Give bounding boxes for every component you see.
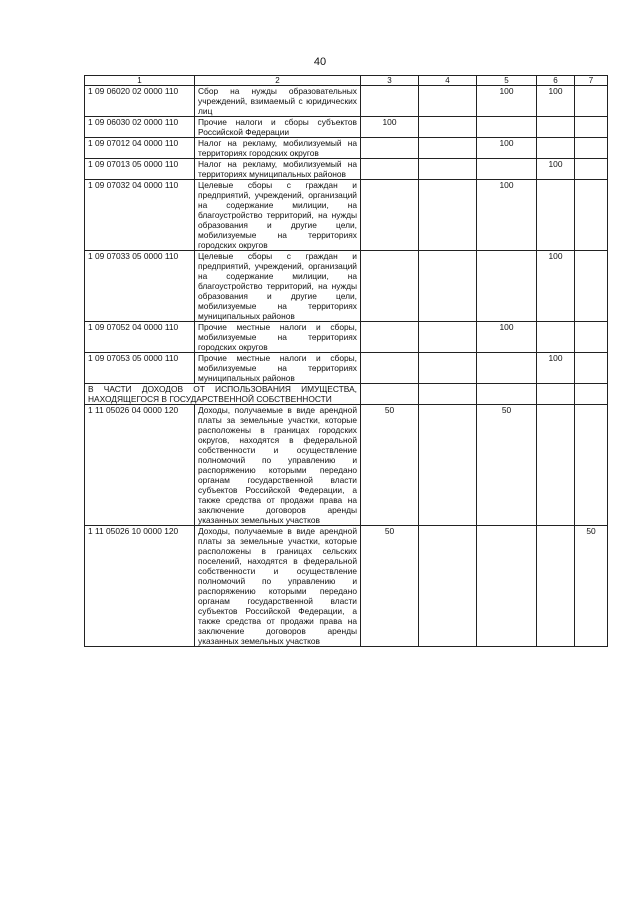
revenue-name: Целевые сборы с граждан и предприятий, учреждений, организаций на содержание милиции, на благоустройство территорий, на нужды образования и другие цели, мобилизуемые на территориях городских округов xyxy=(195,180,361,251)
revenue-name: Прочие местные налоги и сборы, мобилизуемые на территориях муниципальных районов xyxy=(195,353,361,384)
percent-cell: 50 xyxy=(361,405,419,526)
percent-cell xyxy=(361,322,419,353)
percent-cell: 100 xyxy=(477,322,537,353)
percent-cell xyxy=(575,322,608,353)
budget-code: 1 09 06020 02 0000 110 xyxy=(85,86,195,117)
budget-code: 1 11 05026 10 0000 120 xyxy=(85,526,195,647)
percent-cell xyxy=(419,405,477,526)
percent-cell xyxy=(477,159,537,180)
percent-cell: 100 xyxy=(477,138,537,159)
budget-code: 1 09 06030 02 0000 110 xyxy=(85,117,195,138)
empty-cell xyxy=(361,384,419,405)
percent-cell xyxy=(419,138,477,159)
percent-cell xyxy=(537,138,575,159)
page-number: 40 xyxy=(313,56,327,68)
percent-cell xyxy=(537,526,575,647)
percent-cell xyxy=(361,86,419,117)
table-row xyxy=(85,138,608,159)
percent-cell: 50 xyxy=(575,526,608,647)
percent-cell: 50 xyxy=(477,405,537,526)
revenue-distribution-table xyxy=(84,75,608,647)
percent-cell: 100 xyxy=(537,251,575,322)
percent-cell xyxy=(477,353,537,384)
percent-cell xyxy=(575,405,608,526)
revenue-name: Целевые сборы с граждан и предприятий, учреждений, организаций на содержание милиции, на благоустройство территорий, на нужды образования и другие цели, мобилизуемые на территориях муниципальных районов xyxy=(195,251,361,322)
column-header: 4 xyxy=(419,76,477,86)
percent-cell xyxy=(575,159,608,180)
percent-cell xyxy=(537,405,575,526)
revenue-name: Прочие налоги и сборы субъектов Российской Федерации xyxy=(195,117,361,138)
table-row xyxy=(85,180,608,251)
percent-cell xyxy=(537,117,575,138)
table-row xyxy=(85,86,608,117)
column-header: 5 xyxy=(477,76,537,86)
column-header: 1 xyxy=(85,76,195,86)
table-row xyxy=(85,251,608,322)
percent-cell xyxy=(419,526,477,647)
revenue-name: Доходы, получаемые в виде арендной платы за земельные участки, которые расположены в границах сельских поселений, находятся в федеральной собственности и осуществление полномочий по управлению и распоряжению которыми передано органам государственной власти субъектов Российской Федерации, а также средства от продажи права на заключение договоров аренды указанных земельных участков xyxy=(195,526,361,647)
table-row xyxy=(85,322,608,353)
budget-code: 1 11 05026 04 0000 120 xyxy=(85,405,195,526)
percent-cell: 100 xyxy=(537,86,575,117)
empty-cell xyxy=(575,384,608,405)
empty-cell xyxy=(477,384,537,405)
revenue-name: Доходы, получаемые в виде арендной платы за земельные участки, которые расположены в границах городских округов, находятся в федеральной собственности и осуществление полномочий по управлению и распоряжению которыми передано органам государственной власти субъектов Российской Федерации, а также средства от продажи права на заключение договоров аренды указанных земельных участков xyxy=(195,405,361,526)
percent-cell xyxy=(419,251,477,322)
percent-cell: 100 xyxy=(477,180,537,251)
percent-cell xyxy=(419,353,477,384)
empty-cell xyxy=(537,384,575,405)
percent-cell xyxy=(419,86,477,117)
revenue-name: Сбор на нужды образовательных учреждений, взимаемый с юридических лиц xyxy=(195,86,361,117)
percent-cell xyxy=(575,251,608,322)
percent-cell xyxy=(575,353,608,384)
percent-cell xyxy=(537,322,575,353)
table-row xyxy=(85,117,608,138)
percent-cell: 100 xyxy=(361,117,419,138)
budget-code: 1 09 07032 04 0000 110 xyxy=(85,180,195,251)
percent-cell xyxy=(361,159,419,180)
percent-cell: 100 xyxy=(477,86,537,117)
percent-cell: 100 xyxy=(537,159,575,180)
empty-cell xyxy=(419,384,477,405)
percent-cell xyxy=(419,180,477,251)
percent-cell xyxy=(575,180,608,251)
table-row xyxy=(85,353,608,384)
percent-cell xyxy=(477,251,537,322)
percent-cell xyxy=(575,117,608,138)
percent-cell xyxy=(575,86,608,117)
percent-cell xyxy=(361,353,419,384)
budget-code: 1 09 07053 05 0000 110 xyxy=(85,353,195,384)
section-heading: В ЧАСТИ ДОХОДОВ ОТ ИСПОЛЬЗОВАНИЯ ИМУЩЕСТВА, НАХОДЯЩЕГОСЯ В ГОСУДАРСТВЕННОЙ СОБСТВЕННОСТИ xyxy=(85,384,361,405)
column-header: 6 xyxy=(537,76,575,86)
percent-cell xyxy=(477,526,537,647)
column-header: 2 xyxy=(195,76,361,86)
percent-cell xyxy=(575,138,608,159)
table-row xyxy=(85,159,608,180)
budget-code: 1 09 07013 05 0000 110 xyxy=(85,159,195,180)
revenue-name: Прочие местные налоги и сборы, мобилизуемые на территориях городских округов xyxy=(195,322,361,353)
budget-code: 1 09 07012 04 0000 110 xyxy=(85,138,195,159)
revenue-name: Налог на рекламу, мобилизуемый на территориях городских округов xyxy=(195,138,361,159)
percent-cell xyxy=(419,322,477,353)
percent-cell xyxy=(477,117,537,138)
table-row xyxy=(85,405,608,526)
percent-cell: 100 xyxy=(537,353,575,384)
percent-cell xyxy=(361,138,419,159)
percent-cell xyxy=(537,180,575,251)
percent-cell xyxy=(361,251,419,322)
table-row xyxy=(85,526,608,647)
percent-cell xyxy=(361,180,419,251)
column-header: 7 xyxy=(575,76,608,86)
budget-code: 1 09 07052 04 0000 110 xyxy=(85,322,195,353)
column-header: 3 xyxy=(361,76,419,86)
percent-cell: 50 xyxy=(361,526,419,647)
revenue-name: Налог на рекламу, мобилизуемый на территориях муниципальных районов xyxy=(195,159,361,180)
percent-cell xyxy=(419,117,477,138)
section-row xyxy=(85,384,608,405)
column-number-header xyxy=(85,76,608,86)
percent-cell xyxy=(419,159,477,180)
budget-code: 1 09 07033 05 0000 110 xyxy=(85,251,195,322)
